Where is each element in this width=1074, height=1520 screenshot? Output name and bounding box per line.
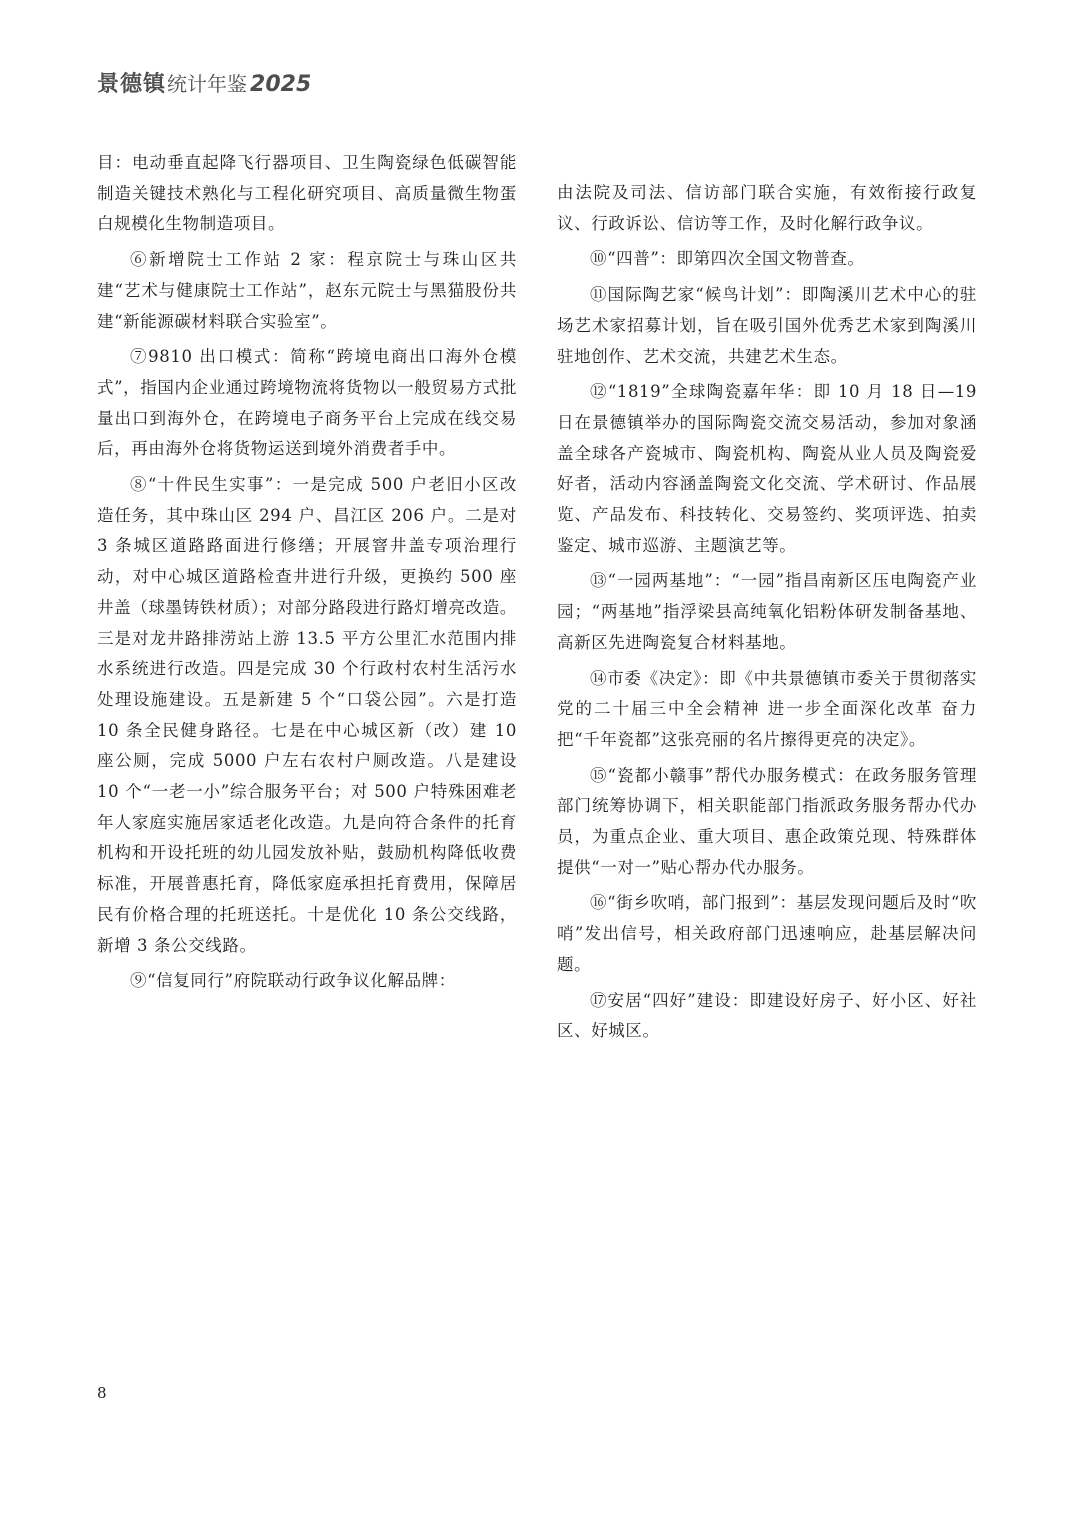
paragraph: ⑨“信复同行”府院联动行政争议化解品牌： bbox=[130, 971, 456, 991]
running-header bbox=[97, 74, 311, 96]
page-number: 8 bbox=[97, 1384, 107, 1402]
paragraph: ⑭市委《决定》：即《中共景德镇市委关于贯彻落实党的二十届三中全会精神 进一步全面深化改革 奋力把“千年瓷都”这张亮丽的名片擦得更亮的决定》。 bbox=[557, 668, 977, 749]
header-year: 2025 bbox=[250, 72, 312, 97]
header-subtitle: 统计年鉴 bbox=[167, 72, 248, 96]
paragraph: ⑰安居“四好”建设：即建设好房子、好小区、好社区、好城区。 bbox=[557, 990, 977, 1041]
paragraph: ⑮“瓷都小赣事”帮代办服务模式：在政务服务管理部门统筹协调下，相关职能部门指派政务服务帮办代办员，为重点企业、重大项目、惠企政策兑现、特殊群体提供“一对一”贴心帮办代办服务。 bbox=[557, 765, 977, 877]
paragraph: ⑦9810 出口模式：简称“跨境电商出口海外仓模式”，指国内企业通过跨境物流将货物以一般贸易方式批量出口到海外仓，在跨境电子商务平台上完成在线交易后，再由海外仓将货物运送到境外消费者手中。 bbox=[97, 347, 517, 459]
paragraph: ⑫“1819”全球陶瓷嘉年华：即 10 月 18 日—19 日在景德镇举办的国际陶瓷交流交易活动，参加对象涵盖全球各产瓷城市、陶瓷机构、陶瓷从业人员及陶瓷爱好者，活动内容涵盖陶瓷文化交流、学术研讨、作品展览、产品发布、科技转化、交易签约、奖项评选、拍卖鉴定、城市巡游、主题演艺等。 bbox=[557, 382, 977, 555]
paragraph: 目：电动垂直起降飞行器项目、卫生陶瓷绿色低碳智能制造关键技术熟化与工程化研究项目、高质量微生物蛋白规模化生物制造项目。 bbox=[97, 153, 517, 234]
paragraph: ⑪国际陶艺家“候鸟计划”：即陶溪川艺术中心的驻场艺术家招募计划，旨在吸引国外优秀艺术家到陶溪川驻地创作、艺术交流，共建艺术生态。 bbox=[557, 285, 977, 366]
left-column bbox=[97, 148, 517, 1002]
paragraph: ⑬“一园两基地”：“一园”指昌南新区压电陶瓷产业园；“两基地”指浮梁县高纯氧化铝粉体研发制备基地、高新区先进陶瓷复合材料基地。 bbox=[557, 571, 977, 652]
paragraph: ⑥新增院士工作站 2 家：程京院士与珠山区共建“艺术与健康院士工作站”，赵东元院士与黑猫股份共建“新能源碳材料联合实验室”。 bbox=[97, 250, 517, 331]
paragraph: ⑩“四普”：即第四次全国文物普查。 bbox=[590, 249, 865, 269]
paragraph: ⑯“街乡吹哨，部门报到”：基层发现问题后及时“吹哨”发出信号，相关政府部门迅速响应，赴基层解决问题。 bbox=[557, 893, 977, 974]
right-column bbox=[557, 178, 977, 1052]
paragraph: ⑧“十件民生实事”：一是完成 500 户老旧小区改造任务，其中珠山区 294 户、昌江区 206 户。二是对 3 条城区道路路面进行修缮；开展窨井盖专项治理行动，对中心城区道路检查井进行升级，更换约 500 座井盖（球墨铸铁材质）；对部分路段进行路灯增亮改造。三是对龙井路排涝站上游 13.5 平方公里汇水范围内排水系统进行改造。四是完成 30 个行政村农村生活污水处理设施建设。五是新建 5 个“口袋公园”。六是打造 10 条全民健身路径。七是在中心城区新（改）建 10 座公厕，完成 5000 户左右农村户厕改造。八是建设 10 个“一老一小”综合服务平台；对 500 户特殊困难老年人家庭实施居家适老化改造。九是向符合条件的托育机构和开设托班的幼儿园发放补贴，鼓励机构降低收费标准，开展普惠托育，降低家庭承担托育费用，保障居民有价格合理的托班送托。十是优化 10 条公交线路，新增 3 条公交线路。 bbox=[97, 475, 517, 955]
paragraph: 由法院及司法、信访部门联合实施，有效衔接行政复议、行政诉讼、信访等工作，及时化解行政争议。 bbox=[557, 183, 977, 233]
header-brand: 景德镇 bbox=[97, 72, 167, 97]
